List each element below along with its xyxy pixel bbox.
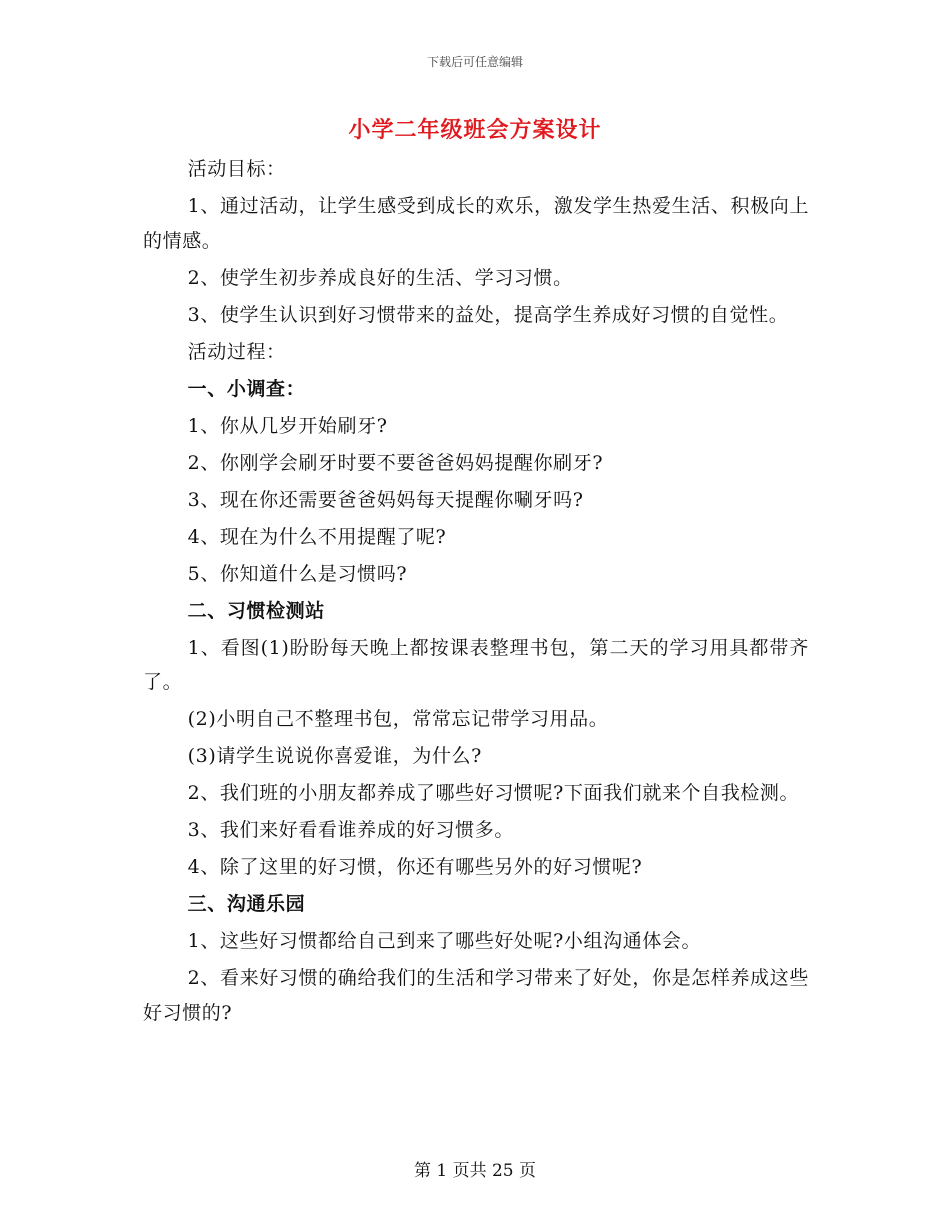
habit-check-item: 3、我们来好看看谁养成的好习惯多。 bbox=[187, 819, 514, 841]
exchange-item: 1、这些好习惯都给自己到来了哪些好处呢?小组沟通体会。 bbox=[187, 930, 702, 952]
section-label-process: 活动过程： bbox=[187, 340, 286, 363]
page-header: 下载后可任意编辑 bbox=[426, 55, 523, 69]
section-heading-habit-check: 二、习惯检测站 bbox=[187, 599, 325, 622]
section-label-goals: 活动目标： bbox=[187, 158, 286, 180]
survey-question: 4、现在为什么不用提醒了呢? bbox=[187, 525, 447, 548]
habit-check-subitem: (3)请学生说说你喜爱谁，为什么? bbox=[187, 745, 482, 767]
survey-question: 3、现在你还需要爸爸妈妈每天提醒你唰牙吗? bbox=[187, 488, 584, 511]
survey-question: 5、你知道什么是习惯吗? bbox=[187, 562, 408, 585]
exchange-item: 2、看来好习惯的确给我们的生活和学习带来了好处，你是怎样养成这些好习惯的? bbox=[143, 967, 809, 1024]
survey-question: 2、你刚学会刷牙时要不要爸爸妈妈提醒你刷牙? bbox=[187, 451, 604, 474]
habit-check-item: 4、除了这里的好习惯，你还有哪些另外的好习惯呢? bbox=[187, 856, 643, 878]
goal-item: 3、使学生认识到好习惯带来的益处，提高学生养成好习惯的自觉性。 bbox=[187, 303, 789, 326]
goal-item: 1、通过活动，让学生感受到成长的欢乐，激发学生热爱生活、积极向上的情感。 bbox=[143, 195, 809, 252]
document-title: 小学二年级班会方案设计 bbox=[348, 117, 602, 143]
habit-check-item: 2、我们班的小朋友都养成了哪些好习惯呢?下面我们就来个自我检测。 bbox=[187, 782, 800, 804]
goal-item: 2、使学生初步养成良好的生活、学习习惯。 bbox=[187, 266, 573, 289]
section-heading-survey: 一、小调查： bbox=[187, 377, 306, 400]
habit-check-subitem: (2)小明自己不整理书包，常常忘记带学习用品。 bbox=[187, 708, 609, 730]
page-footer: 第 1 页共 25 页 bbox=[413, 1161, 537, 1181]
section-heading-exchange: 三、沟通乐园 bbox=[187, 893, 306, 915]
document-body bbox=[143, 152, 809, 1033]
survey-question: 1、你从几岁开始刷牙? bbox=[187, 414, 388, 437]
habit-check-item: 1、看图(1)盼盼每天晚上都按课表整理书包，第二天的学习用具都带齐了。 bbox=[143, 636, 809, 693]
